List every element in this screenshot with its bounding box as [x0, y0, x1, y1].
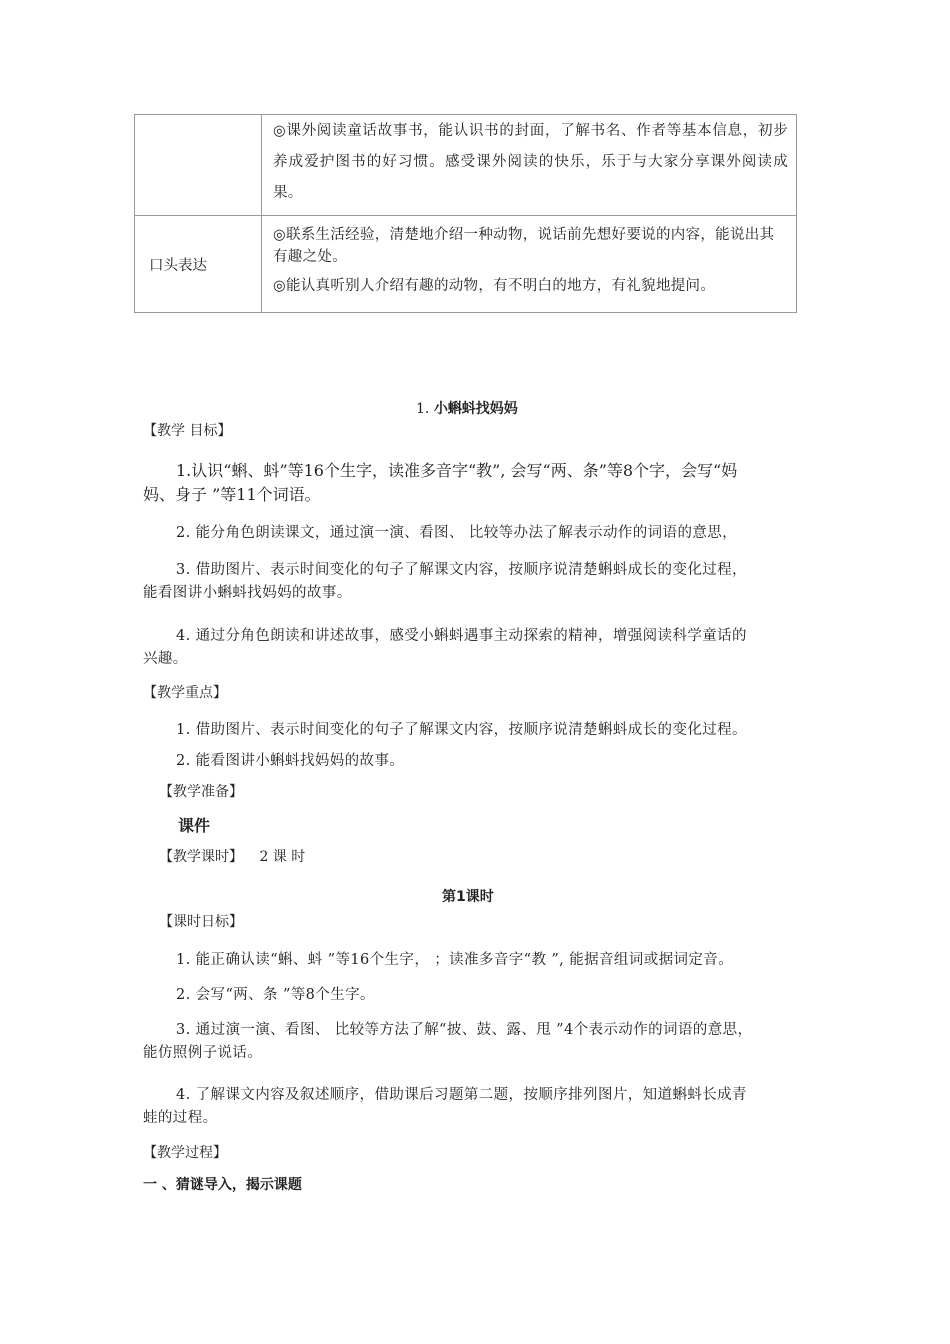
preparation-heading: 【教学准备】 [159, 784, 243, 800]
period-goal-line: 1. 能正确认读“蝌、蚪 ”等16个生字， ；读准多音字“教 ”, 能据音组词或据词定音。 [176, 952, 734, 968]
class-hours-value: 2 课 时 [259, 849, 306, 865]
period-goal-line: 蛙的过程。 [143, 1110, 218, 1126]
goal-line: 1.认识“蝌、蚪”等16个生字，读准多音字“教”, 会写“两、条”等8个字，会写“妈 [176, 461, 738, 480]
standards-table [134, 114, 797, 313]
table-row [135, 115, 797, 216]
goal-line: 妈、身子 ”等11个词语。 [143, 485, 321, 504]
goal-line: 3. 借助图片、表示时间变化的句子了解课文内容，按顺序说清楚蝌蚪成长的变化过程， [176, 562, 747, 578]
key-point-line: 2. 能看图讲小蝌蚪找妈妈的故事。 [176, 753, 405, 769]
lesson-title-text: 小蝌蚪找妈妈 [433, 401, 518, 417]
process-heading: 【教学过程】 [143, 1145, 227, 1161]
table-row [135, 216, 797, 313]
period-goal-line: 能仿照例子说话。 [143, 1045, 263, 1061]
table-content-cell [262, 216, 797, 313]
goals-heading: 【教学 目标】 [143, 423, 232, 439]
lesson-number: 1. [416, 401, 430, 417]
period-goal-line: 4. 了解课文内容及叙述顺序，借助课后习题第二题，按顺序排列图片，知道蝌蚪长成青 [176, 1087, 747, 1103]
reading-standard-text: ◎课外阅读童话故事书，能认识书的封面，了解书名、作者等基本信息，初步养成爱护图书的好习惯。感受课外阅读的快乐，乐于与大家分享课外阅读成果。 [273, 123, 788, 201]
table-label-cell: 口头表达 [135, 216, 262, 313]
key-point-line: 1. 借助图片、表示时间变化的句子了解课文内容，按顺序说清楚蝌蚪成长的变化过程。 [176, 722, 747, 738]
goal-line: 兴趣。 [143, 651, 188, 667]
preparation-value: 课件 [178, 816, 211, 835]
goal-line: 能看图讲小蝌蚪找妈妈的故事。 [143, 585, 352, 601]
period-goal-line: 2. 会写“两、条 ”等8个生字。 [176, 987, 375, 1003]
class-hours [159, 846, 305, 866]
speaking-standard-text-1: ◎联系生活经验，清楚地介绍一种动物，说话前先想好要说的内容，能说出其有趣之处。 [273, 227, 775, 265]
class-hours-heading: 【教学课时】 [159, 849, 243, 865]
period-goal-line: 3. 通过演一演、看图、 比较等方法了解“披、鼓、露、甩 ”4个表示动作的词语的意思， [176, 1022, 753, 1038]
goal-line: 4. 通过分角色朗读和讲述故事，感受小蝌蚪遇事主动探索的精神，增强阅读科学童话的 [176, 628, 747, 644]
period-goals-heading: 【课时日标】 [159, 914, 243, 930]
lesson-title [416, 398, 518, 418]
goal-line: 2. 能分角色朗读课文，通过演一演、看图、 比较等办法了解表示动作的词语的意思， [176, 525, 738, 541]
table-label-cell [135, 115, 262, 216]
speaking-standard-text-2: ◎能认真听别人介绍有趣的动物，有不明白的地方，有礼貌地提问。 [273, 278, 716, 294]
key-points-heading: 【教学重点】 [143, 685, 227, 701]
table-content-cell [262, 115, 797, 216]
period-title: 第1课时 [442, 889, 494, 905]
section-heading: 一 、猜谜导入，揭示课题 [143, 1177, 302, 1193]
